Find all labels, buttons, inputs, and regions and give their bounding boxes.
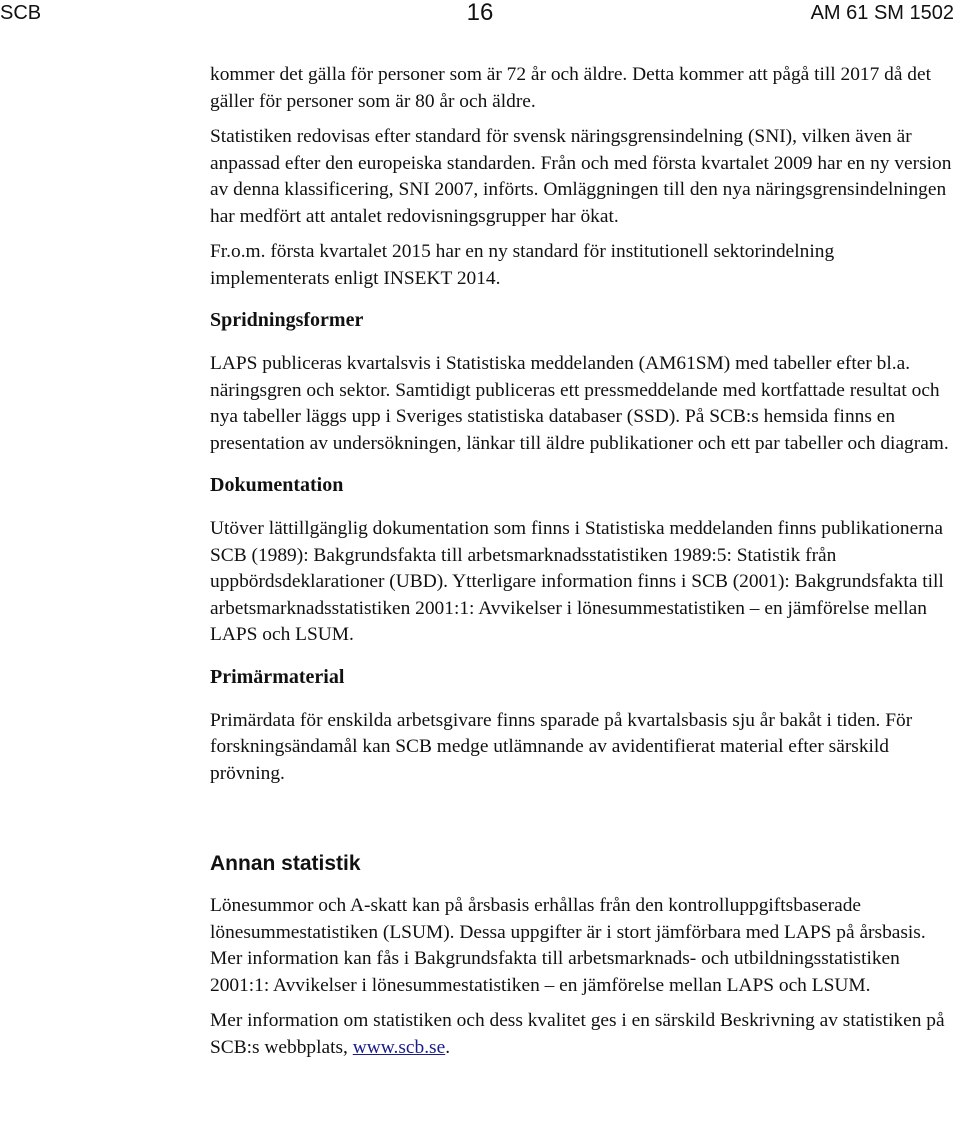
heading-spridningsformer: Spridningsformer xyxy=(210,309,364,331)
scb-website-link[interactable]: www.scb.se xyxy=(352,1036,446,1058)
paragraph-dokumentation: Utöver lättillgänglig dokumentation som finns i Statistiska meddelanden finns publikationerna SCB (1989): Bakgrundsfakta till arbetsmarknadsstatistiken 1989:5: Statistik från uppbördsdeklarationer (UBD). Ytterligare information finns i SCB (2001): Bakgrundsfakta till arbetsmarknadsstatistiken 2001:1: Avvikelser i lönesummestatistiken – en jämförelse mellan LAPS och LSUM. xyxy=(210,518,944,645)
heading-primarmaterial: Primärmaterial xyxy=(210,665,345,688)
heading-annan-statistik: Annan statistik xyxy=(210,852,361,875)
document-body xyxy=(210,62,958,1070)
heading-dokumentation: Dokumentation xyxy=(210,474,344,496)
more-info-text: Mer information om statistiken och dess kvalitet ges i en särskild Beskrivning av statistiken på SCB:s webbplats, xyxy=(210,1010,945,1058)
paragraph-sni-standard: Statistiken redovisas efter standard för svensk näringsgrensindelning (SNI), vilken även är anpassad efter den europeiska standarden. Från och med första kvartalet 2009 har en ny version av denna klassificering, SNI 2007, införts. Omläggningen till den nya näringsgrensindelningen har medfört att antalet redovisningsgrupper har ökat. xyxy=(210,126,952,227)
paragraph-insekt: Fr.o.m. första kvartalet 2015 har en ny standard för institutionell sektorindelning implementerats enligt INSEKT 2014. xyxy=(210,241,835,289)
paragraph-spridning: LAPS publiceras kvartalsvis i Statistiska meddelanden (AM61SM) med tabeller efter bl.a. näringsgren och sektor. Samtidigt publiceras ett pressmeddelande med kortfattade resultat och nya tabeller läggs upp i Sveriges statistiska databaser (SSD). På SCB:s hemsida finns en presentation av undersökningen, länkar till äldre publikationer och ett par tabeller och diagram. xyxy=(210,353,949,454)
paragraph-age-limit: kommer det gälla för personer som är 72 år och äldre. Detta kommer att pågå till 2017 då det gäller för personer som är 80 år och äldre. xyxy=(210,64,931,112)
header-series-code: AM 61 SM 1502 xyxy=(810,2,954,24)
paragraph-annan-statistik: Lönesummor och A-skatt kan på årsbasis erhållas från den kontrolluppgiftsbaserade lönesummestatistiken (LSUM). Dessa uppgifter är i stort jämförbara med LAPS på årsbasis. Mer information kan fås i Bakgrundsfakta till arbetsmarknads- och utbildningsstatistiken 2001:1: Avvikelser i lönesummestatistiken – en jämförelse mellan LAPS och LSUM. xyxy=(210,895,926,996)
header-publisher: SCB xyxy=(0,2,42,24)
more-info-end: . xyxy=(445,1036,451,1058)
paragraph-more-info xyxy=(210,1008,958,1061)
paragraph-primarmaterial: Primärdata för enskilda arbetsgivare finns sparade på kvartalsbasis sju år bakåt i tiden. För forskningsändamål kan SCB medge utlämnande av avidentifierat material efter särskild prövning. xyxy=(210,709,913,784)
page-number: 16 xyxy=(466,0,494,26)
